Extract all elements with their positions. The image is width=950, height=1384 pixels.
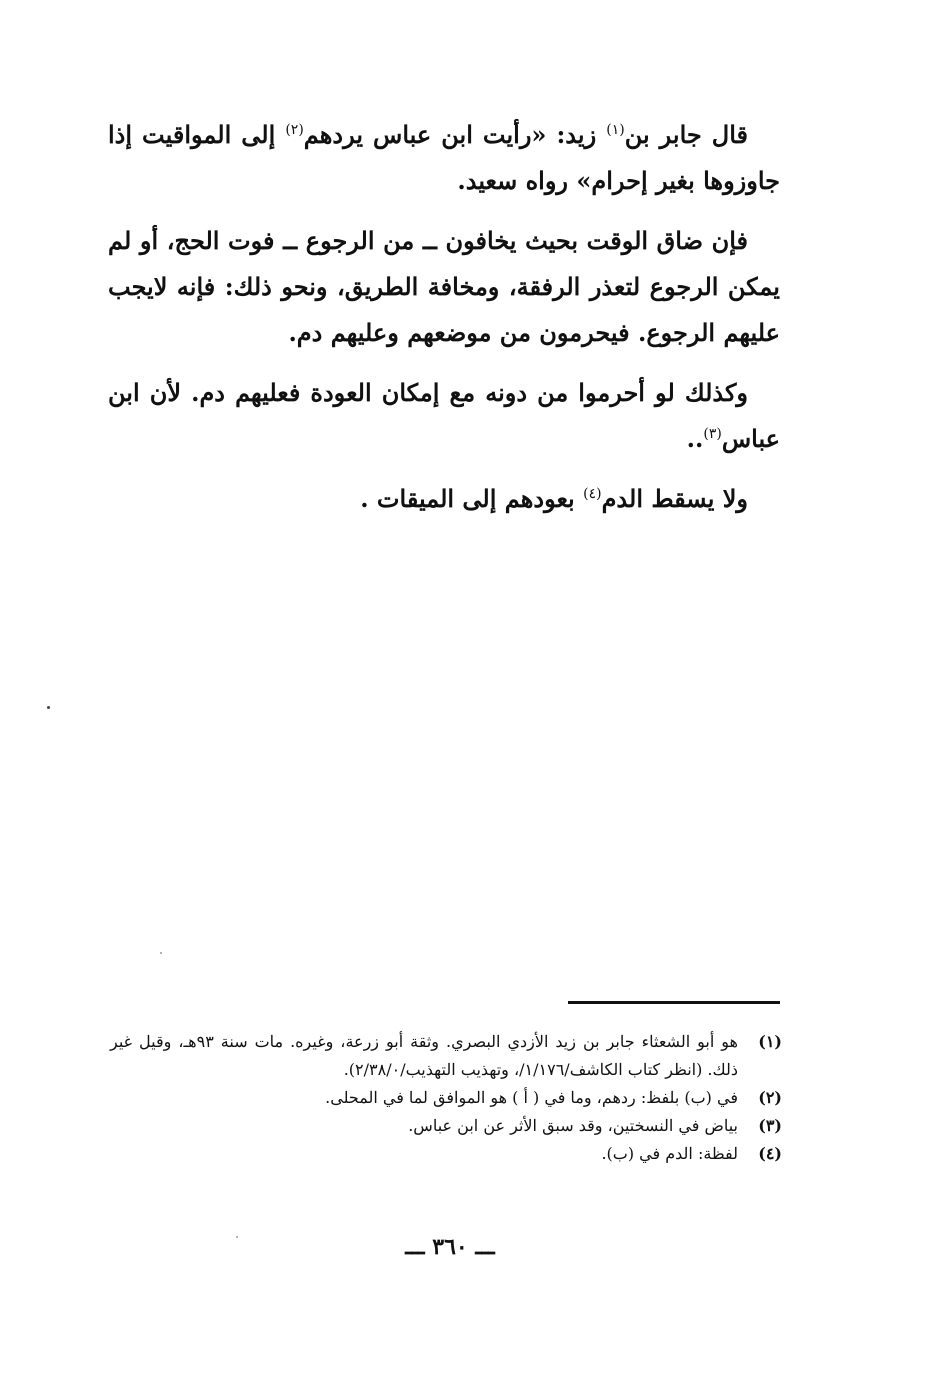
footnote-text: بياض في النسختين، وقد سبق الأثر عن ابن عباس.: [408, 1116, 738, 1135]
page-number: ـــ ٣٦٠ ـــ: [405, 1234, 495, 1260]
footnote-1: [110, 1028, 782, 1084]
footnotes: [110, 1028, 782, 1168]
footnote-number: (٢): [758, 1088, 782, 1107]
footnote-text: هو أبو الشعثاء جابر بن زيد الأزدي البصري. وثقة أبو زرعة، وغيره. مات سنة ٩٣هـ، وقيل غير ذلك. (انظر كتاب الكاشف/١/١٧٦/، وتهذيب التهذيب/٢/٣٨/٠).: [110, 1032, 738, 1079]
paragraph-3: [108, 370, 780, 462]
paragraph-1: [108, 112, 780, 204]
p3-text-end: ..: [686, 424, 704, 453]
main-text: [108, 112, 780, 536]
paragraph-2: فإن ضاق الوقت بحيث يخافون ــ من الرجوع ــ فوت الحج، أو لم يمكن الرجوع لتعذر الرفقة، ومخافة الطريق، ونحو ذلك: فإنه لايجب عليهم الرجوع. فيحرمون من موضعهم وعليهم دم.: [108, 226, 780, 347]
footnote-text: لفظة: الدم في (ب).: [601, 1144, 738, 1163]
paragraph-4: [108, 476, 780, 522]
footnote-separator: [568, 1001, 780, 1004]
scan-speck: [47, 706, 50, 709]
footnote-number: (٣): [758, 1116, 782, 1135]
footnote-ref-4: (٤): [583, 486, 602, 502]
footnote-ref-3: (٣): [703, 426, 722, 442]
footnote-ref-1: (١): [606, 122, 625, 138]
scan-speck: [160, 952, 162, 954]
footnote-ref-2: (٢): [285, 122, 304, 138]
scan-speck: [236, 1236, 238, 1238]
footnote-number: (٤): [758, 1144, 782, 1163]
p1-text-mid: زيد: «رأيت ابن عباس يردهم: [303, 120, 607, 149]
p4-text-end: بعودهم إلى الميقات .: [360, 484, 584, 513]
footnote-2: [110, 1084, 782, 1112]
p3-text-start: وكذلك لو أحرموا من دونه مع إمكان العودة فعليهم دم. لأن ابن عباس: [108, 378, 780, 453]
footnote-number: (١): [758, 1032, 782, 1051]
p1-text-end: إلى المواقيت إذا جاوزوها بغير إحرام» رواه سعيد.: [108, 120, 780, 195]
footnote-text: في (ب) بلفظ: ردهم، وما في ( أ ) هو الموافق لما في المحلى.: [325, 1088, 738, 1107]
p4-text-start: ولا يسقط الدم: [601, 484, 748, 513]
footnote-3: [110, 1112, 782, 1140]
p1-text-start: قال جابر بن: [624, 120, 748, 149]
footnote-4: [110, 1140, 782, 1168]
